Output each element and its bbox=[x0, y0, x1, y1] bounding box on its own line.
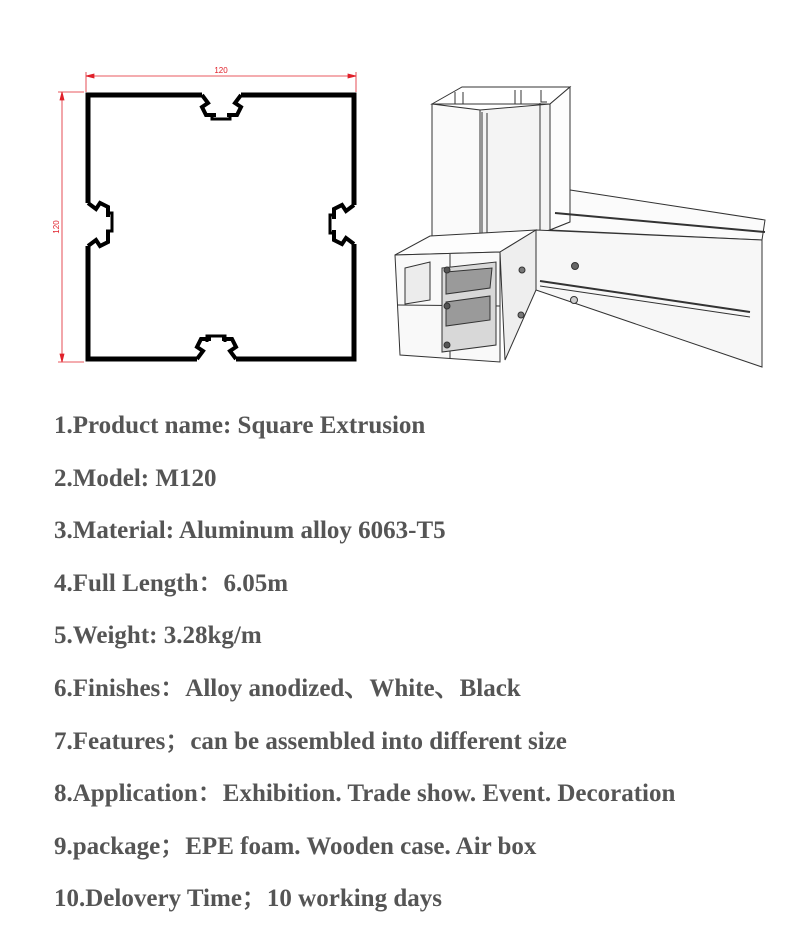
spec-weight: 5.Weight: 3.28kg/m bbox=[54, 622, 262, 650]
spec-delivery-time: 10.Delovery Time；10 working days bbox=[54, 885, 442, 913]
spec-model: 2.Model: M120 bbox=[54, 464, 217, 492]
spec-full-length: 4.Full Length：6.05m bbox=[54, 569, 289, 597]
spec-material: 3.Material: Aluminum alloy 6063-T5 bbox=[54, 517, 446, 545]
spec-finishes: 6.Finishes：Alloy anodized、White、Black bbox=[54, 674, 521, 702]
specification-list bbox=[54, 405, 774, 931]
width-dimension bbox=[86, 72, 356, 92]
spec-features: 7.Features；can be assembled into different size bbox=[54, 727, 567, 755]
spec-application: 8.Application：Exhibition. Trade show. Event. Decoration bbox=[54, 780, 676, 808]
height-dimension bbox=[58, 92, 84, 362]
technical-drawing bbox=[0, 0, 790, 400]
width-dimension-label: 120 bbox=[214, 66, 228, 75]
profile-cross-section bbox=[88, 95, 354, 359]
spec-package: 9.package；EPE foam. Wooden case. Air box bbox=[54, 832, 537, 860]
spec-product-name: 1.Product name: Square Extrusion bbox=[54, 412, 426, 439]
technical-drawing-area bbox=[0, 0, 790, 400]
height-dimension-label: 120 bbox=[52, 220, 61, 234]
isometric-assembly bbox=[395, 87, 765, 367]
